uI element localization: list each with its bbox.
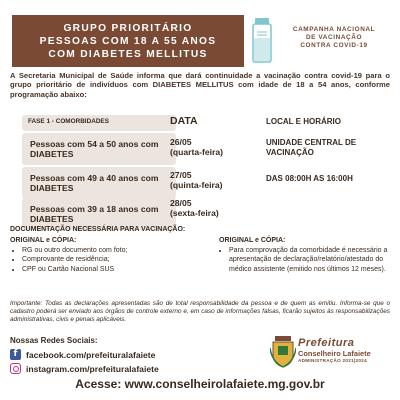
weekday-value: (quarta-feira) [170,147,224,157]
documents-right-list [219,236,389,274]
vaccine-vial-icon [251,18,273,64]
vaccination-hours: DAS 08:00H AS 16:00H [266,174,353,183]
instagram-icon [10,363,21,374]
logo-line-2: Conselheiro Lafaiete [298,349,371,358]
website-footer[interactable]: Acesse: www.conselheirolafaiete.mg.gov.br [75,377,325,391]
logo-line-3: ADMINISTRAÇÃO 2021|2024 [298,358,367,363]
header [12,15,388,67]
date-value: 26/05 [170,137,192,147]
schedule-row-group: Pessoas com 49 a 40 anos com DIABETES [22,167,176,199]
schedule-row-date [170,170,260,190]
instagram-link[interactable] [10,362,159,375]
schedule-row-group: Pessoas com 54 a 50 anos com DIABETES [22,133,176,165]
phase-header: FASE 1 - COMORBIDADES [22,115,176,131]
document-item: • RG ou outro documento com foto; [22,246,210,256]
title-line-1: GRUPO PRIORITÁRIO [63,22,193,34]
logo-text [298,337,371,364]
date-value: 28/05 [170,198,192,208]
campaign-label [274,26,394,51]
documents-right-subtitle: ORIGINAL e CÓPIA: [219,237,286,244]
document-item: • Comprovante de residência; [22,255,210,265]
facebook-icon: f [10,349,21,360]
documents-title: DOCUMENTAÇÃO NECESSÁRIA PARA VACINAÇÃO: [10,226,186,233]
facebook-url[interactable]: facebook.com/prefeituralafaiete [26,349,156,360]
weekday-value: (quinta-feira) [170,180,223,190]
date-value: 27/05 [170,170,192,180]
title-line-3: COM DIABETES MELLITUS [48,48,208,60]
schedule-row-date [170,137,260,157]
coat-of-arms-icon [270,336,296,368]
documents-left-subtitle: ORIGINAL e CÓPIA: [10,237,77,244]
place-header: LOCAL E HORÁRIO [266,117,341,126]
schedule-row-group: Pessoas com 39 a 18 anos com DIABETES [22,198,176,230]
weekday-value: (sexta-feira) [170,208,219,218]
comorbidity-proof-item: • Para comprovação da comorbidade é necessário a apresentação de declaração/relatório/atestado do médico assistente (emitido nos últimos 12 meses). [229,246,389,275]
vaccination-place: UNIDADE CENTRAL DE VACINAÇÃO [266,138,357,157]
prefeitura-logo [268,336,393,374]
title-banner [12,15,244,67]
documents-left-list [10,236,210,274]
facebook-link[interactable] [10,348,155,361]
important-notice: Importante: Todas as declarações apresentadas são de total responsabilidade da pessoa e de quem as emitiu. Informa-se que o cadastro poderá ser enviado aos órgãos de controle externo e, em caso de informações falsas, ficarão sujeitos às responsabilizações administrativas, civis e penais aplicáveis. [10,300,390,323]
logo-line-1: Prefeitura [298,337,355,349]
campaign-line-3: CONTRA COVID-19 [300,42,368,50]
instagram-url[interactable]: instagram.com/prefeituralafaiete [26,363,159,374]
campaign-line-1: CAMPANHA NACIONAL [292,26,376,33]
schedule-row-date [170,198,260,218]
date-header: DATA [170,115,198,127]
socials-title: Nossas Redes Sociais: [10,336,98,345]
title-line-2: PESSOAS COM 18 A 55 ANOS [39,35,217,47]
intro-paragraph: A Secretaria Municipal de Saúde informa que dará continuidade a vacinação contra covid-19 para o grupo prioritário de indivíduos com DIABETES MELLITUS com idade de 18 a 54 anos, conforme programação abaixo: [10,71,390,99]
campaign-line-2: DE VACINAÇÃO [305,34,363,42]
document-item: • CPF ou Cartão Nacional SUS [22,265,210,275]
